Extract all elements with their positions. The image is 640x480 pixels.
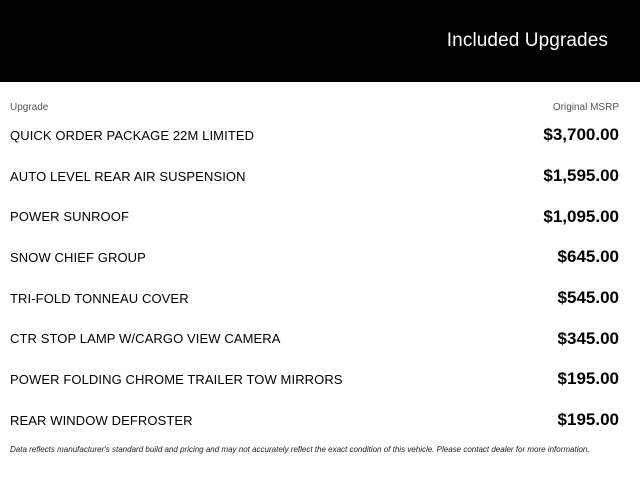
upgrade-price: $1,595.00 — [543, 166, 619, 186]
disclaimer-text: Data reflects manufacturer's standard build and pricing and may not accurately reflect the exact condition of this vehicle. Please contact dealer for more information. — [10, 445, 590, 454]
upgrade-name: QUICK ORDER PACKAGE 22M LIMITED — [10, 127, 255, 143]
upgrade-name: CTR STOP LAMP W/CARGO VIEW CAMERA — [10, 331, 281, 347]
msrp-column-header: Original MSRP — [552, 101, 619, 113]
list-item — [10, 359, 619, 400]
list-item — [10, 237, 619, 278]
list-item — [10, 278, 619, 319]
upgrade-price: $345.00 — [557, 328, 619, 348]
header-bar — [0, 0, 640, 82]
upgrade-name: AUTO LEVEL REAR AIR SUSPENSION — [10, 168, 246, 184]
upgrade-column-header: Upgrade — [10, 101, 49, 113]
list-item — [10, 115, 619, 156]
list-item — [10, 400, 619, 441]
column-headers — [10, 100, 619, 114]
upgrade-name: SNOW CHIEF GROUP — [10, 249, 146, 265]
upgrade-price: $645.00 — [557, 247, 619, 267]
upgrade-price: $1,095.00 — [543, 206, 619, 226]
upgrade-price: $195.00 — [557, 369, 619, 389]
list-item — [10, 156, 619, 197]
page-title: Included Upgrades — [446, 30, 608, 51]
upgrade-name: POWER SUNROOF — [10, 209, 130, 225]
upgrade-price: $545.00 — [557, 288, 619, 308]
list-item — [10, 196, 619, 237]
upgrade-price: $195.00 — [557, 410, 619, 430]
upgrade-name: POWER FOLDING CHROME TRAILER TOW MIRRORS — [10, 371, 343, 387]
upgrade-name: TRI-FOLD TONNEAU COVER — [10, 290, 189, 306]
upgrades-list — [10, 115, 619, 441]
list-item — [10, 318, 619, 359]
upgrade-price: $3,700.00 — [543, 125, 619, 145]
upgrade-name: REAR WINDOW DEFROSTER — [10, 412, 193, 428]
